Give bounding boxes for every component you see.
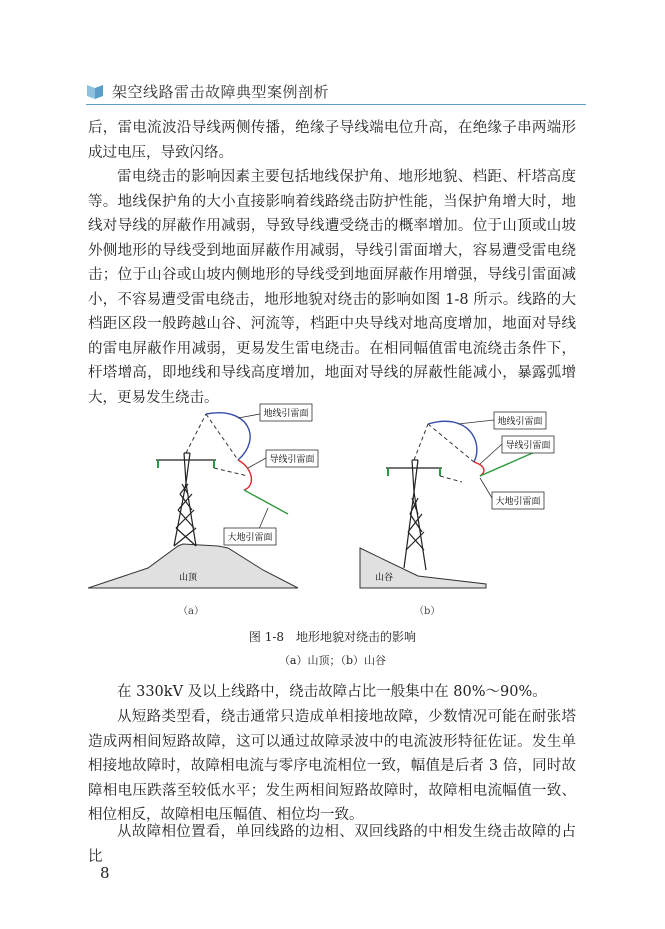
paragraph-1: 后，雷电流波沿导线两侧传播，绝缘子导线端电位升高，在绝缘子串两端形成过电压，导致闪络。 (88, 120, 576, 161)
label-ground-wire-a: 地线引雷面 (263, 409, 309, 419)
paragraph-5: 从故障相位置看，单回线路的边相、双回线路的中相发生绕击故障的占比 (88, 824, 576, 865)
insulators-b (388, 468, 440, 476)
insulators-a (158, 460, 214, 468)
subfigure-label-a: （a） (178, 606, 204, 617)
header-title: 架空线路雷击故障典型案例剖析 (112, 83, 330, 101)
tower-b (386, 460, 442, 570)
book-icon (86, 82, 104, 100)
ground-wire-arc-a (206, 413, 250, 460)
label-conductor-a: 导线引雷面 (269, 455, 315, 465)
running-header (86, 80, 596, 102)
leaders-b (458, 420, 502, 498)
label-earth-b: 大地引雷面 (495, 497, 541, 507)
earth-line-a (244, 490, 288, 514)
shielding-lines-b (414, 424, 474, 482)
panel-b (360, 412, 554, 588)
page-number: 8 (100, 864, 110, 882)
shielding-lines-a (186, 414, 248, 476)
terrain-diagram (88, 398, 588, 623)
label-terrain-a: 山顶 (178, 573, 198, 583)
paragraph-3: 在 330kV 及以上线路中，绕击故障占比一般集中在 80%～90%。 (117, 684, 547, 700)
ground-wire-arc-b (428, 421, 477, 462)
tower-a (156, 453, 216, 546)
paragraph-2: 雷电绕击的影响因素主要包括地线保护角、地形地貌、档距、杆塔高度等。地线保护角的大小直接影响着线路绕击防护性能，当保护角增大时，地线对导线的屏蔽作用减弱，导致导线遭受绕击的概率增加。位于山顶或山坡外侧地形的导线受到地面屏蔽作用减弱，导线引雷面增大，容易遭受雷电绕击；位于山谷或山坡内侧地形的导线受到地面屏蔽作用增强，导线引雷面减小，不容易遭受雷电绕击，地形地貌对绕击的影响如图 1-8 所示。线路的大档距区段一般跨越山谷、河流等，档距中央导线对地高度增加，地面对导线的雷电屏蔽作用减弱，更易发生雷电绕击。在相同幅值雷电流绕击条件下，杆塔增高，即地线和导线高度增加，地面对导线的屏蔽性能减小，暴露弧增大，更易发生绕击。 (88, 169, 576, 406)
conductor-arc-b (474, 462, 484, 476)
figure-1-8 (88, 398, 588, 623)
label-terrain-b: 山谷 (374, 573, 394, 583)
label-ground-wire-b: 地线引雷面 (497, 417, 543, 427)
figure-subcaption: （a）山顶；（b）山谷 (278, 654, 387, 667)
subfigure-label-b: （b） (414, 606, 441, 617)
paragraph-4: 从短路类型看，绕击通常只造成单相接地故障，少数情况可能在耐张塔造成两相间短路故障，这可以通过故障录波中的电流波形特征佐证。发生单相接地故障时，故障相电流与零序电流相位一致，幅值是后者 3 倍，同时故障相电压跌落至较低水平；发生两相间短路故障时，故障相电流幅值一致、相位相反，故障相电压幅值、相位均一致。 (88, 709, 576, 823)
panel-a (88, 404, 318, 588)
header-divider (86, 104, 586, 105)
figure-caption: 图 1-8 地形地貌对绕击的影响 (248, 630, 417, 644)
label-earth-a: 大地引雷面 (227, 533, 273, 543)
label-conductor-b: 导线引雷面 (505, 441, 551, 451)
